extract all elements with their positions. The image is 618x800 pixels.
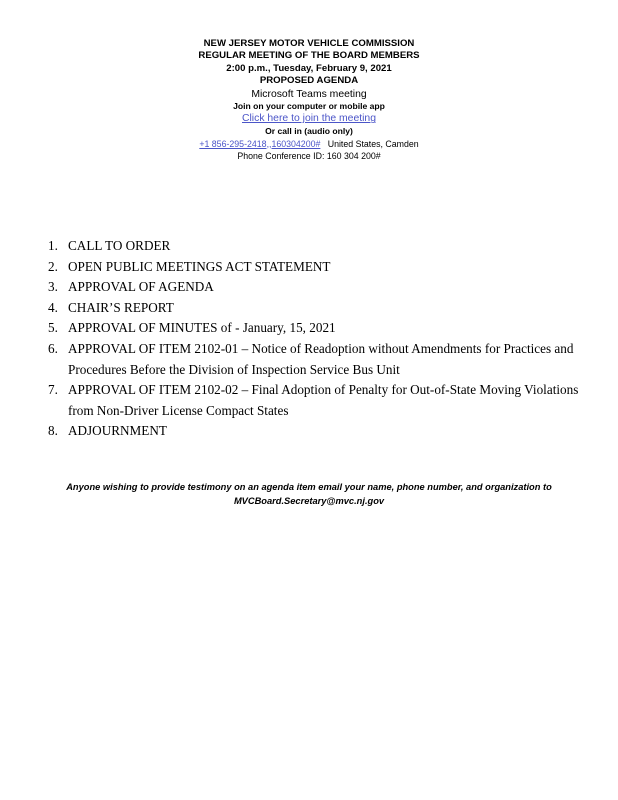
agenda-item-number: 3. <box>48 279 58 295</box>
conference-id: Phone Conference ID: 160 304 200# <box>237 151 381 162</box>
agenda-item-text: APPROVAL OF AGENDA <box>68 279 214 295</box>
meeting-title: REGULAR MEETING OF THE BOARD MEMBERS <box>198 50 420 62</box>
agenda-item-number: 2. <box>48 258 58 274</box>
phone-number-link[interactable]: +1 856-295-2418,,160304200# <box>199 138 321 149</box>
agenda-item-text: APPROVAL OF ITEM 2102-01 – Notice of Readoption without Amendments for Practices and Procedures Before the Division of Inspection Service Bus Unit <box>68 340 574 377</box>
agenda-item-text: ADJOURNMENT <box>68 423 167 439</box>
agenda-item <box>48 421 588 442</box>
agenda-item-text: APPROVAL OF MINUTES of - January, 15, 2021 <box>68 320 336 336</box>
agenda-item <box>48 277 588 298</box>
document-type: PROPOSED AGENDA <box>259 75 359 87</box>
agenda-item <box>48 380 588 421</box>
agenda-item <box>48 257 588 278</box>
agenda-item <box>48 236 588 257</box>
agenda-item-text: OPEN PUBLIC MEETINGS ACT STATEMENT <box>68 258 331 274</box>
agenda-item-number: 1. <box>48 238 58 253</box>
agenda-item <box>48 298 588 319</box>
agenda-item-text: APPROVAL OF ITEM 2102-02 – Final Adoption of Penalty for Out-of-State Moving Violations from Non-Driver License Compact States <box>68 382 579 418</box>
agenda-header <box>0 38 618 162</box>
join-meeting-link[interactable]: Click here to join the meeting <box>242 113 376 125</box>
callin-prompt: Or call in (audio only) <box>265 125 353 136</box>
phone-location: United States, Camden <box>327 138 419 149</box>
phone-line <box>0 138 618 150</box>
agenda-item-number: 6. <box>48 340 58 356</box>
contact-email[interactable]: MVCBoard.Secretary@mvc.nj.gov <box>233 496 385 507</box>
agenda-item-number: 4. <box>48 299 58 315</box>
meeting-platform: Microsoft Teams meeting <box>251 88 367 100</box>
testimony-instructions: Anyone wishing to provide testimony on an agenda item email your name, phone number, and organization to <box>66 482 552 492</box>
agenda-item-text: CHAIR’S REPORT <box>68 299 174 315</box>
agenda-item-number: 5. <box>48 320 58 336</box>
agenda-item <box>48 339 588 380</box>
organization-name: NEW JERSEY MOTOR VEHICLE COMMISSION <box>203 38 415 49</box>
testimony-note <box>0 480 618 508</box>
join-prompt: Join on your computer or mobile app <box>233 100 385 111</box>
agenda-item-number: 7. <box>48 382 58 398</box>
agenda-list <box>48 236 588 442</box>
agenda-item <box>48 318 588 339</box>
agenda-item-number: 8. <box>48 423 58 439</box>
agenda-item-text: CALL TO ORDER <box>68 238 171 253</box>
meeting-datetime: 2:00 p.m., Tuesday, February 9, 2021 <box>226 62 392 74</box>
